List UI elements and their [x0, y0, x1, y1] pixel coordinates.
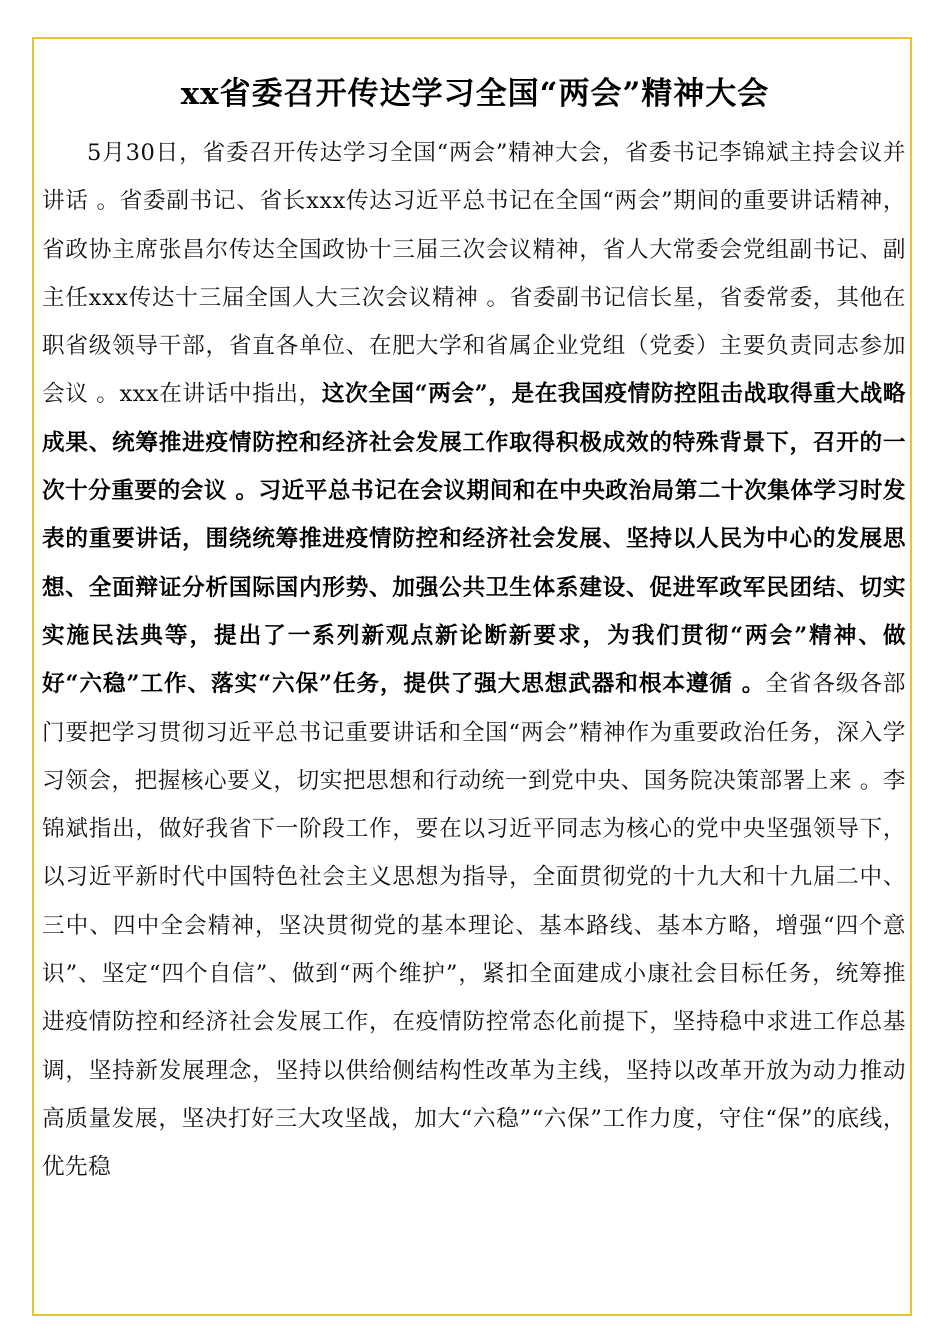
document-title: xx省委召开传达学习全国“两会”精神大会 — [180, 76, 770, 112]
body-paragraph — [42, 129, 906, 1192]
paragraph-text-continuation: 全省各级各部门要把学习贯彻习近平总书记重要讲话和全国“两会”精神作为重要政治任务，深入学习领会，把握核心要义，切实把思想和行动统一到党中央、国务院决策部署上来 。李锦斌指出，做好我省下一阶段工作，要在以习近平同志为核心的党中央坚强领导下，以习近平新时代中国特色社会主义思想为指导，全面贯彻党的十九大和十九届二中、三中、四中全会精神，坚决贯彻党的基本理论、基本路线、基本方略，增强“四个意识”、坚定“四个自信”、做到“两个维护”，紧扣全面建成小康社会目标任务，统筹推进疫情防控和经济社会发展工作，在疫情防控常态化前提下，坚持稳中求进工作总基调，坚持新发展理念，坚持以供给侧结构性改革为主线，坚持以改革开放为动力推动高质量发展，坚决打好三大攻坚战，加大“六稳”“六保”工作力度，守住“保”的底线，优先稳 — [42, 671, 906, 1181]
paragraph-text-emphasis: 这次全国“两会”，是在我国疫情防控阻击战取得重大战略成果、统筹推进疫情防控和经济社会发展工作取得积极成效的特殊背景下，召开的一次十分重要的会议 。习近平总书记在会议期间和在中央政治局第二十次集体学习时发表的重要讲话，围绕统筹推进疫情防控和经济社会发展、坚持以人民为中心的发展思想、全面辩证分析国际国内形势、加强公共卫生体系建设、促进军政军民团结、切实实施民法典等，提出了一系列新观点新论断新要求，为我们贯彻“两会”精神、做好“六稳”工作、落实“六保”任务，提供了强大思想武器和根本遵循 。 — [42, 381, 906, 698]
paragraph-text-intro: 5月30日，省委召开传达学习全国“两会”精神大会，省委书记李锦斌主持会议并讲话 。省委副书记、省长xxx传达习近平总书记在全国“两会”期间的重要讲话精神，省政协主席张昌尔传达全国政协十三届三次会议精神，省人大常委会党组副书记、副主任xxx传达十三届全国人大三次会议精神 。省委副书记信长星，省委常委，其他在职省级领导干部，省直各单位、在肥大学和省属企业党组（党委）主要负责同志参加会议 。xxx在讲话中指出， — [42, 140, 906, 408]
